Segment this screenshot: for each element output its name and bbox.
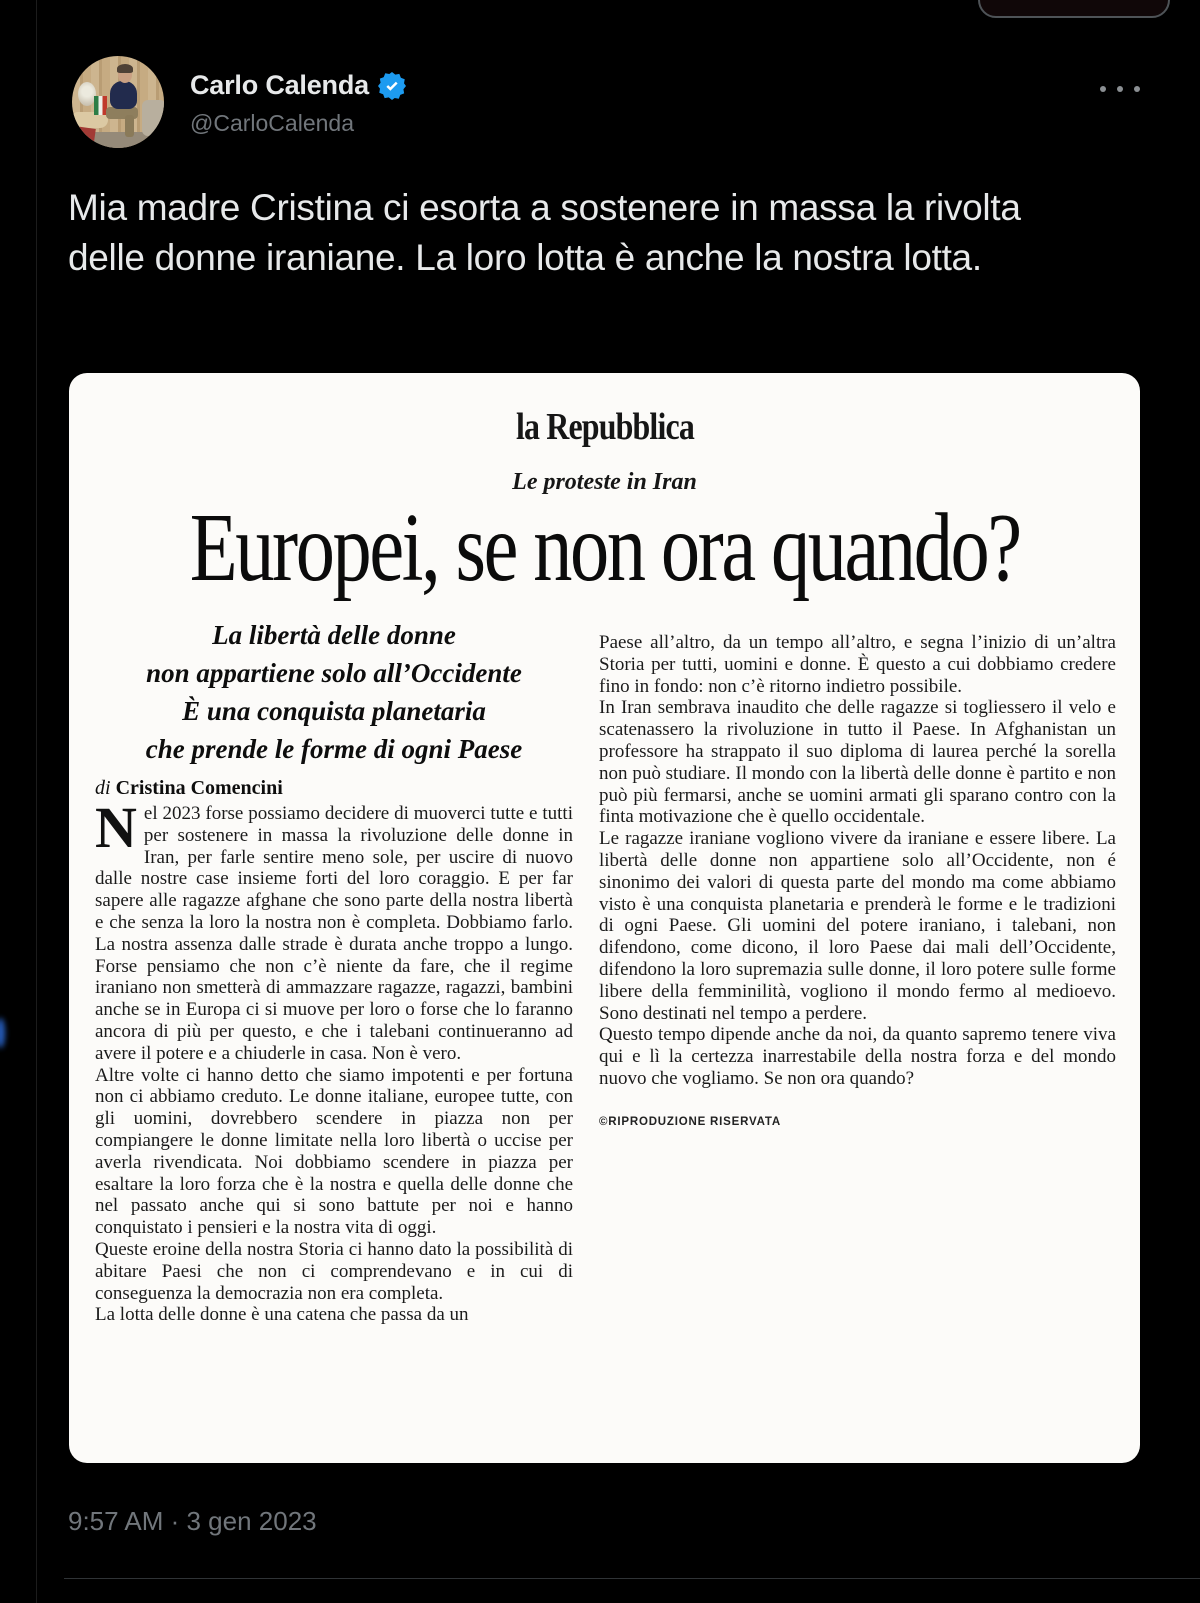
avatar-art-chair [142,100,164,136]
divider [64,1578,1200,1579]
article-paragraph: Le ragazze iraniane vogliono vivere da iraniane e essere libere. La libertà delle donne non appartiene solo all’Occidente, non é sinonimo dei valori di questa parte del mondo ma come abbiamo visto è una conquista planetaria e prenderà le forme e le tradizioni di ogni Paese. Gli uomini del potere iraniano, i talebani, non difendono, come dicono, il loro Paese dai mali dell’Occidente, difendono la loro supremazia sulle donne, il loro potere sulle forme libere della femminilità, vogliono il mondo fermo al medioevo. Sono destinati nel tempo a perdere. [599,828,1116,1024]
tweet-header [72,56,1150,152]
standfirst-line: La libertà delle donne [212,620,456,650]
article-paragraph: Paese all’altro, da un tempo all’altro, e segna l’inizio di un’altra Storia per tutti, uomini e donne. È questo a cui dobbiamo credere fino in fondo: non c’è ritorno indietro possibile. [599,632,1116,697]
avatar-art-jacket [110,81,137,109]
article-column-right [599,616,1116,1326]
article-headline: Europei, se non ora quando? [189,494,1020,602]
more-button[interactable] [1094,80,1146,98]
more-icon [1134,86,1140,92]
edge-highlight [0,1018,5,1048]
avatar-art-hair [117,64,133,73]
article-paragraph: In Iran sembrava inaudito che delle ragazze si togliessero il velo e scatenassero la rivoluzione in tutto il Paese. In Afghanistan un professore ha strappato il suo diploma di laurea perché la sorella non può studiare. Il mondo con la libertà delle donne è partito e non può più fermarsi, anche se uomini armati gli sparano contro con la finta motivazione che è quello occidentale. [599,697,1116,828]
top-window-corner [978,0,1170,18]
article-copyright: ©RIPRODUZIONE RISERVATA [599,1115,781,1128]
article-column-left [95,616,573,1326]
article-columns [95,616,1116,1326]
article-paragraph: Queste eroine della nostra Storia ci hanno dato la possibilità di abitare Paesi che non ci comprendevano e in cui di conseguenza la democrazia non era completa. [95,1238,573,1304]
byline-name: Cristina Comencini [115,777,283,799]
article-paragraph: La lotta delle donne è una catena che passa da un [95,1304,469,1326]
newspaper-masthead: la Repubblica [515,406,694,448]
timestamp: 9:57 AM · 3 gen 2023 [68,1506,317,1536]
standfirst-line: non appartiene solo all’Occidente [146,658,522,688]
avatar-art-shin [125,115,134,137]
byline-prefix: di [95,777,111,799]
avatar-art-red-chair [72,125,96,148]
article-standfirst [95,616,573,768]
article-paragraph: Questo tempo dipende anche da noi, da quanto sapremo tenere viva qui e lì la certezza inarrestabile della nostra forza e del mondo nuovo che vogliamo. Se non ora quando? [599,1024,1116,1089]
more-icon [1117,86,1123,92]
article-kicker: Le proteste in Iran [512,469,697,495]
verified-icon [378,72,406,100]
more-icon [1100,86,1106,92]
standfirst-line: che prende le forme di ogni Paese [145,734,523,764]
avatar[interactable] [72,56,164,148]
standfirst-line: È una conquista planetaria [182,696,486,726]
author-name[interactable]: Carlo Calenda [190,70,369,100]
article-image[interactable] [69,373,1140,1463]
article-paragraph: Altre volte ci hanno detto che siamo impotenti e per fortuna non ci abbiamo creduto. Le donne italiane, europee tutte, con gli uomini, dovrebbero scendere in piazza non per compiangere le donne limitate nella loro libertà o uccise per averla rivendicata. Noi dobbiamo scendere in piazza per esaltare la loro forza che è la nostra e quella delle donne che nel passato anche qui si sono battute per noi e hanno conquistato i pensieri e la nostra vita di oggi. [95,1064,573,1239]
article-byline [95,777,573,800]
article-paragraph: Nel 2023 forse possiamo decidere di muoverci tutte e tutti per sostenere in massa la rivoluzione delle donne in Iran, per farle sentire meno sole, per uscire di nuovo dalle nostre case insieme forti del loro coraggio. E per far sapere alle ragazze afghane che sono parte della nostra libertà e che senza la loro la nostra non è completa. Dobbiamo farlo. La nostra assenza dalle strade è durata anche troppo a lungo. Forse pensiamo che non c’è niente da fare, che il regime iraniano non smetterà di ammazzare ragazze, ragazzi, bambini anche se in Europa ci si muove per loro o forse che lo faranno ancora di più per questo, e che i talebani continueranno ad avere il potere e a chiuderle in casa. Non è vero. [95,795,573,1064]
dropcap: N [95,795,137,860]
author-block [190,70,406,137]
author-handle[interactable]: @CarloCalenda [190,110,354,136]
left-divider [36,0,37,1603]
tweet-text: Mia madre Cristina ci esorta a sostenere in massa la rivolta delle donne iraniane. La loro lotta è anche la nostra lotta. [68,187,1021,278]
